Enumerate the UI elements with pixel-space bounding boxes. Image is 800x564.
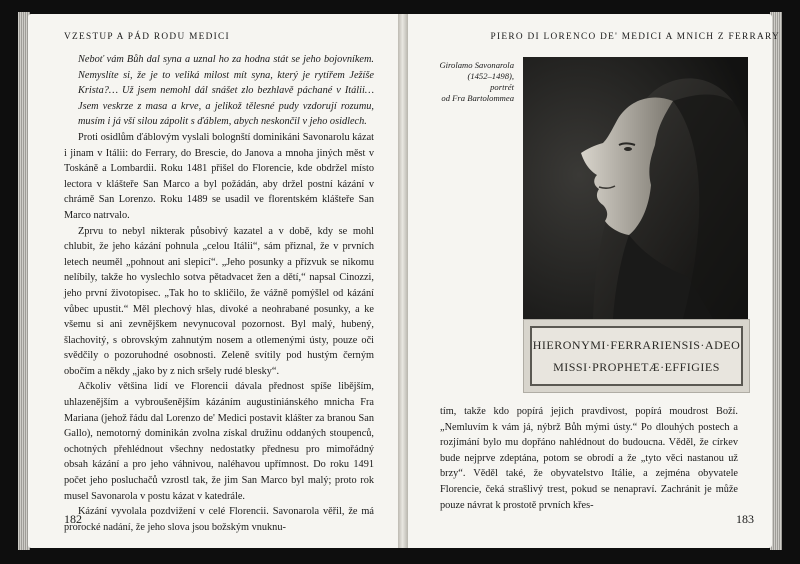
- caption-line4: od Fra Bartolommea: [441, 93, 514, 103]
- left-running-head: VZESTUP A PÁD RODU MEDICI: [64, 32, 230, 42]
- plaque-inscription-line2: MISSI·PROPHETÆ·EFFIGIES: [553, 360, 720, 374]
- savonarola-portrait: [523, 57, 748, 319]
- right-body-text: [440, 404, 738, 513]
- plaque-inscription-line1: HIERONYMI·FERRARIENSIS·ADEO: [532, 338, 741, 352]
- portrait-caption: [426, 60, 514, 104]
- page-number-right: 183: [736, 512, 754, 526]
- portrait-inscription-plaque: [523, 319, 750, 393]
- caption-name: Girolamo Savonarola: [439, 60, 514, 70]
- body-paragraph: Proti osidlům ďáblovým vyslali bolognští dominikáni Savonarolu kázat i jinam v Itálii: do Ferrary, do Brescie, do Janova a mnoha jiných měst v Toskáně a Lombardii. Roku 1481 přišel do Florencie, kde obdržel místo lectora v klášteře San Marco a byl požádán, aby držel postní kázání v chrámě San Lorenzo. Roku 1489 se usadil ve florentském klášteře San Marco natrvalo.: [64, 131, 374, 221]
- caption-line3: portrét: [490, 82, 514, 92]
- body-paragraph: tím, takže kdo popírá jejich pravdivost, popírá moudrost Boží. „Nemluvím k vám já, nýbrž Bůh mými ústy.“ Po dlouhých postech a rozjímání bylo mu dopřáno nahlédnout do budoucna. Věděl, že církev bude nejprve zdeptána, potom se obrodí a že „tyto věci nastanou už brzy“. Věděl také, že obyvatelstvo Itálie, a zejména obyvatele Florencie, čeká strašlivý trest, pokud se nenapraví. Zachránit je může pouze návrat k prostotě prvních křes-: [440, 406, 738, 511]
- body-paragraph: Kázání vyvolala pozdvižení v celé Florencii. Savonarola věřil, že má prorocké nadání, že jeho slova jsou božským vnuknu-: [64, 506, 374, 533]
- caption-dates: (1452–1498),: [467, 71, 514, 81]
- page-number-left: 182: [64, 512, 82, 526]
- body-paragraph: Ačkoliv většina lidí ve Florencii dávala přednost spíše libějším, uhlazenějším a vybroušenějším kázáním augustiniánského mnicha Fra Mariana (jehož řádu dal Lorenzo de' Medici postavit klášter za branou San Gallo), nemotorný dominikán zvolna získal družinu oddaných stoupenců, ochotných přehlédnout všechny nedostatky přednesu pro mimořádný obsah kázání a pro jeho váhnivou, naléhavou upřímnost. Do roku 1491 počet jeho posluchačů vzrostl tak, že jim San Marco byl malý; proto rok musel Savonarola v postu kázat v katedrále.: [64, 381, 374, 502]
- plaque-frame: [530, 326, 743, 386]
- book-gutter: [398, 14, 408, 548]
- quote-paragraph: Neboť vám Bůh dal syna a uznal ho za hodna stát se jeho bojovníkem. Nemyslíte si, že je to veliká milost mít syna, který je rytířem Ježíše Krista?… Už jsem nemohl dál snášet zlo bezhlavě páchané v Itálii… Jsem veskrze z masa a krve, a jelikož tělesné pudy vzdorují rozumu, musím i já vší silou zápolit s ďáblem, abych neskončil v jeho osidlech.: [78, 54, 374, 128]
- body-paragraph: Zprvu to nebyl nikterak působivý kazatel a v době, kdy se mohl chlubit, že jeho kázání pohnula „celou Itálii“, sám přiznal, že v prvních letech neuměl „pohnout ani slepicí“. „Jeho posunky a přízvuk se nikomu nelíbily, takže ho vyslechlo sotva pětadvacet žen a dětí,“ napsal Cinozzi, jeho první životopisec. „Tak ho to skličilo, že vážně pomýšlel od kázání vůbec upustit.“ Měl plechový hlas, divoké a neohrabané posunky, a ke všemu si ani zevnějškem nevynucoval pozornost. Byl malý, hubený, šlachovitý, s obrovským zahnutým nosem a otlemenými ústy, pouze oči svědčily o pozoruhodné osobnosti. Zeleně svítily pod hustým černým obočím a někdy „jako by z nich sršely rudé blesky“.: [64, 225, 374, 377]
- left-body-text: [64, 52, 374, 535]
- right-running-head: PIERO DI LORENCO DE' MEDICI A MNICH Z FERRARY: [490, 32, 780, 42]
